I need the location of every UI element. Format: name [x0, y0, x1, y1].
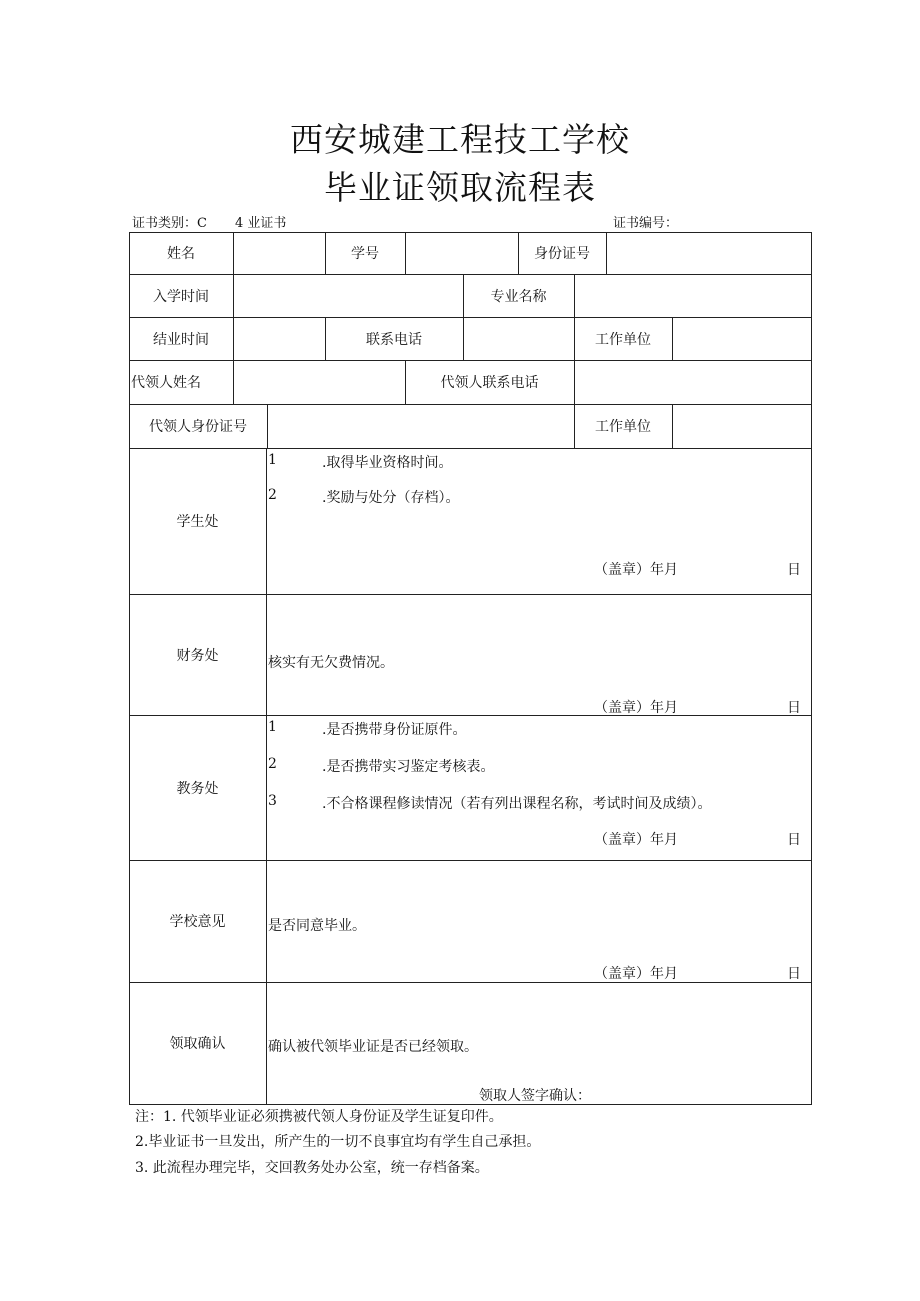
certificate-category-value: 4 业证书 [235, 216, 287, 231]
student-office-day: 日 [787, 562, 801, 578]
complete-time-label: 结业时间 [153, 331, 209, 348]
school-name-title: 西安城建工程技工学校 [290, 120, 630, 159]
work-unit-2-field[interactable] [673, 404, 812, 448]
student-office-stamp: （盖章）年月 [594, 562, 678, 578]
student-office-item-1-num: 1 [268, 452, 277, 468]
work-unit-2-label: 工作单位 [595, 419, 651, 435]
academic-item-3-num: 3 [268, 793, 277, 809]
academic-item-2-text: .是否携带实习鉴定考核表。 [322, 759, 495, 775]
work-unit-field[interactable] [673, 317, 812, 360]
form-title: 毕业证领取流程表 [324, 168, 596, 207]
academic-stamp: （盖章）年月 [594, 832, 678, 848]
finance-day: 日 [787, 700, 801, 716]
academic-item-1-text: .是否携带身份证原件。 [322, 722, 467, 738]
certificate-category-label: 证书类别：C [132, 216, 207, 231]
agent-phone-field[interactable] [575, 360, 812, 404]
student-id-label: 学号 [351, 246, 379, 262]
academic-item-2-num: 2 [268, 756, 277, 772]
note-1: 注：1. 代领毕业证必须携被代领人身份证及学生证复印件。 [135, 1109, 503, 1125]
id-number-label: 身份证号 [534, 246, 590, 262]
note-2: 2.毕业证书一旦发出，所产生的一切不良事宜均有学生自己承担。 [135, 1134, 541, 1150]
confirm-text: 确认被代领毕业证是否已经领取。 [268, 1039, 478, 1055]
student-office-item-2-text: .奖励与处分（存档）。 [322, 490, 460, 506]
school-opinion-stamp: （盖章）年月 [594, 966, 678, 982]
complete-time-field[interactable] [234, 317, 325, 360]
finance-stamp: （盖章）年月 [594, 700, 678, 716]
academic-day: 日 [787, 832, 801, 848]
agent-id-label: 代领人身份证号 [149, 419, 247, 435]
agent-name-field[interactable] [234, 360, 405, 404]
finance-label: 财务处 [176, 647, 219, 664]
note-3: 3. 此流程办理完毕，交回教务处办公室，统一存档备案。 [135, 1160, 489, 1176]
id-number-field[interactable] [607, 232, 812, 274]
signature-label: 领取人签字确认： [479, 1088, 591, 1104]
certificate-number-label: 证书编号： [613, 216, 679, 231]
confirm-label: 领取确认 [169, 1036, 226, 1052]
agent-phone-label: 代领人联系电话 [440, 375, 539, 391]
phone-field[interactable] [464, 317, 574, 360]
enroll-time-label: 入学时间 [153, 288, 209, 305]
agent-name-label: 代领人姓名 [131, 375, 201, 391]
student-office-label: 学生处 [176, 514, 219, 530]
major-field[interactable] [575, 274, 812, 317]
agent-id-field[interactable] [268, 404, 574, 448]
academic-item-3-text: .不合格课程修读情况（若有列出课程名称，考试时间及成绩）。 [322, 796, 712, 812]
school-opinion-label: 学校意见 [169, 914, 226, 930]
finance-text: 核实有无欠费情况。 [268, 655, 394, 671]
work-unit-label: 工作单位 [595, 331, 651, 348]
academic-item-1-num: 1 [268, 719, 277, 735]
phone-label: 联系电话 [366, 331, 422, 348]
school-opinion-text: 是否同意毕业。 [268, 918, 366, 934]
name-field[interactable] [234, 232, 325, 274]
major-label: 专业名称 [490, 288, 547, 305]
col-divider [266, 448, 267, 1104]
student-office-item-1-text: .取得毕业资格时间。 [322, 455, 453, 471]
name-label: 姓名 [167, 246, 195, 262]
academic-label: 教务处 [176, 780, 219, 797]
student-id-field[interactable] [406, 232, 518, 274]
student-office-item-2-num: 2 [268, 487, 277, 503]
school-opinion-day: 日 [787, 966, 801, 982]
enroll-time-field[interactable] [234, 274, 463, 317]
